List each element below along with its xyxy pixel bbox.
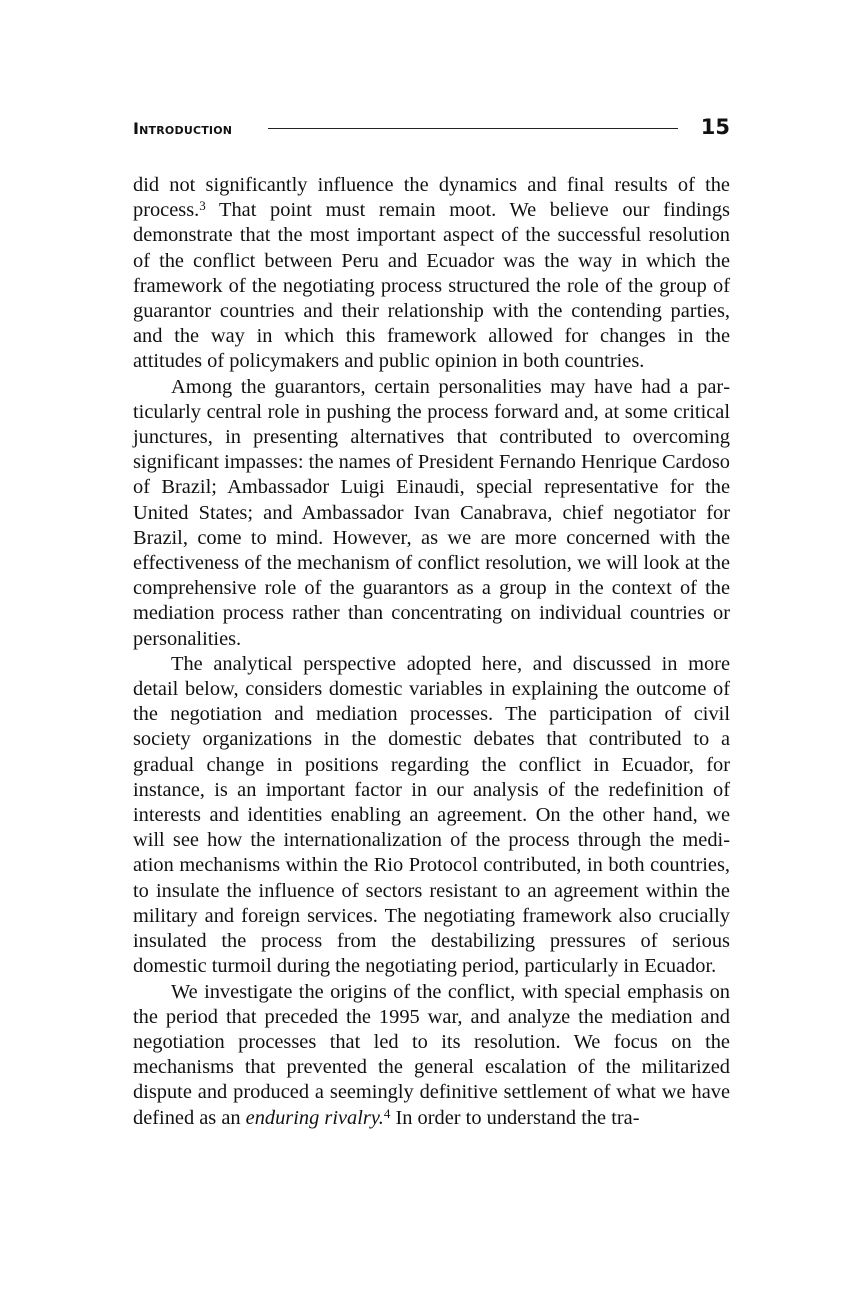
body-text	[133, 173, 730, 1131]
paragraph-1	[133, 173, 730, 375]
footnote-ref-3: 3	[199, 198, 206, 214]
paragraph-4-text-b: In order to understand the tra-	[390, 1106, 640, 1129]
running-header	[133, 113, 730, 143]
footnote-ref-4: 4	[383, 1105, 391, 1121]
paragraph-3: The analytical perspective adopted here, and discussed in more detail below, considers domestic variables in explaining the outcome of the negotiation and mediation processes. The participation of civil society organizations in the domestic debates that contributed to a gradual change in positions regarding the conflict in Ecuador, for instance, is an important factor in our analysis of the redefinition of interests and identities enabling an agreement. On the other hand, we will see how the internationalization of the process through the mediation mechanisms within the Rio Protocol contributed, in both countries, to insulate the influence of sectors resistant to an agreement within the military and foreign services. The negotiating framework also crucially insulated the process from the destabilizing pressures of serious domestic turmoil during the negotiating period, particularly in Ecuador.	[133, 652, 730, 978]
header-rule	[268, 128, 678, 129]
paragraph-1-text-a: did not significantly influence the dynamics and final results of the process.	[133, 174, 730, 222]
paragraph-2: Among the guarantors, certain personalities may have had a particularly central role in pushing the process forward and, at some critical junctures, in presenting alternatives that contributed to overcoming significant impasses: the names of President Fernando Henrique Cardoso of Brazil; Ambassador Luigi Einaudi, special representative for the United States; and Ambassador Ivan Canabrava, chief negotiator for Brazil, come to mind. However, as we are more concerned with the effectiveness of the mechanism of conflict resolution, we will look at the comprehensive role of the guarantors as a group in the context of the mediation process rather than concentrating on individual countries or personalities.	[133, 375, 730, 650]
paragraph-4	[133, 980, 730, 1131]
paragraph-1-text-b: That point must remain moot. We believe our findings demonstrate that the most important aspect of the successful resolution of the conflict between Peru and Ecuador was the way in which the framework of the negotiating process structured the role of the group of guarantor countries and their relationship with the contending parties, and the way in which this framework allowed for changes in the attitudes of policymakers and public opinion in both countries.	[133, 199, 730, 373]
italic-term: enduring rivalry.	[245, 1106, 384, 1129]
page-number: 15	[700, 115, 730, 139]
section-title: Introduction	[133, 119, 233, 138]
paragraph-4-text-a: We investigate the origins of the conflict, with special emphasis on the period that preceded the 1995 war, and analyze the mediation and negotiation processes that led to its resolution. We focus on the mechanisms that prevented the general escalation of the militarized dispute and produced a seemingly definitive settlement of what we have defined as an	[133, 980, 730, 1129]
